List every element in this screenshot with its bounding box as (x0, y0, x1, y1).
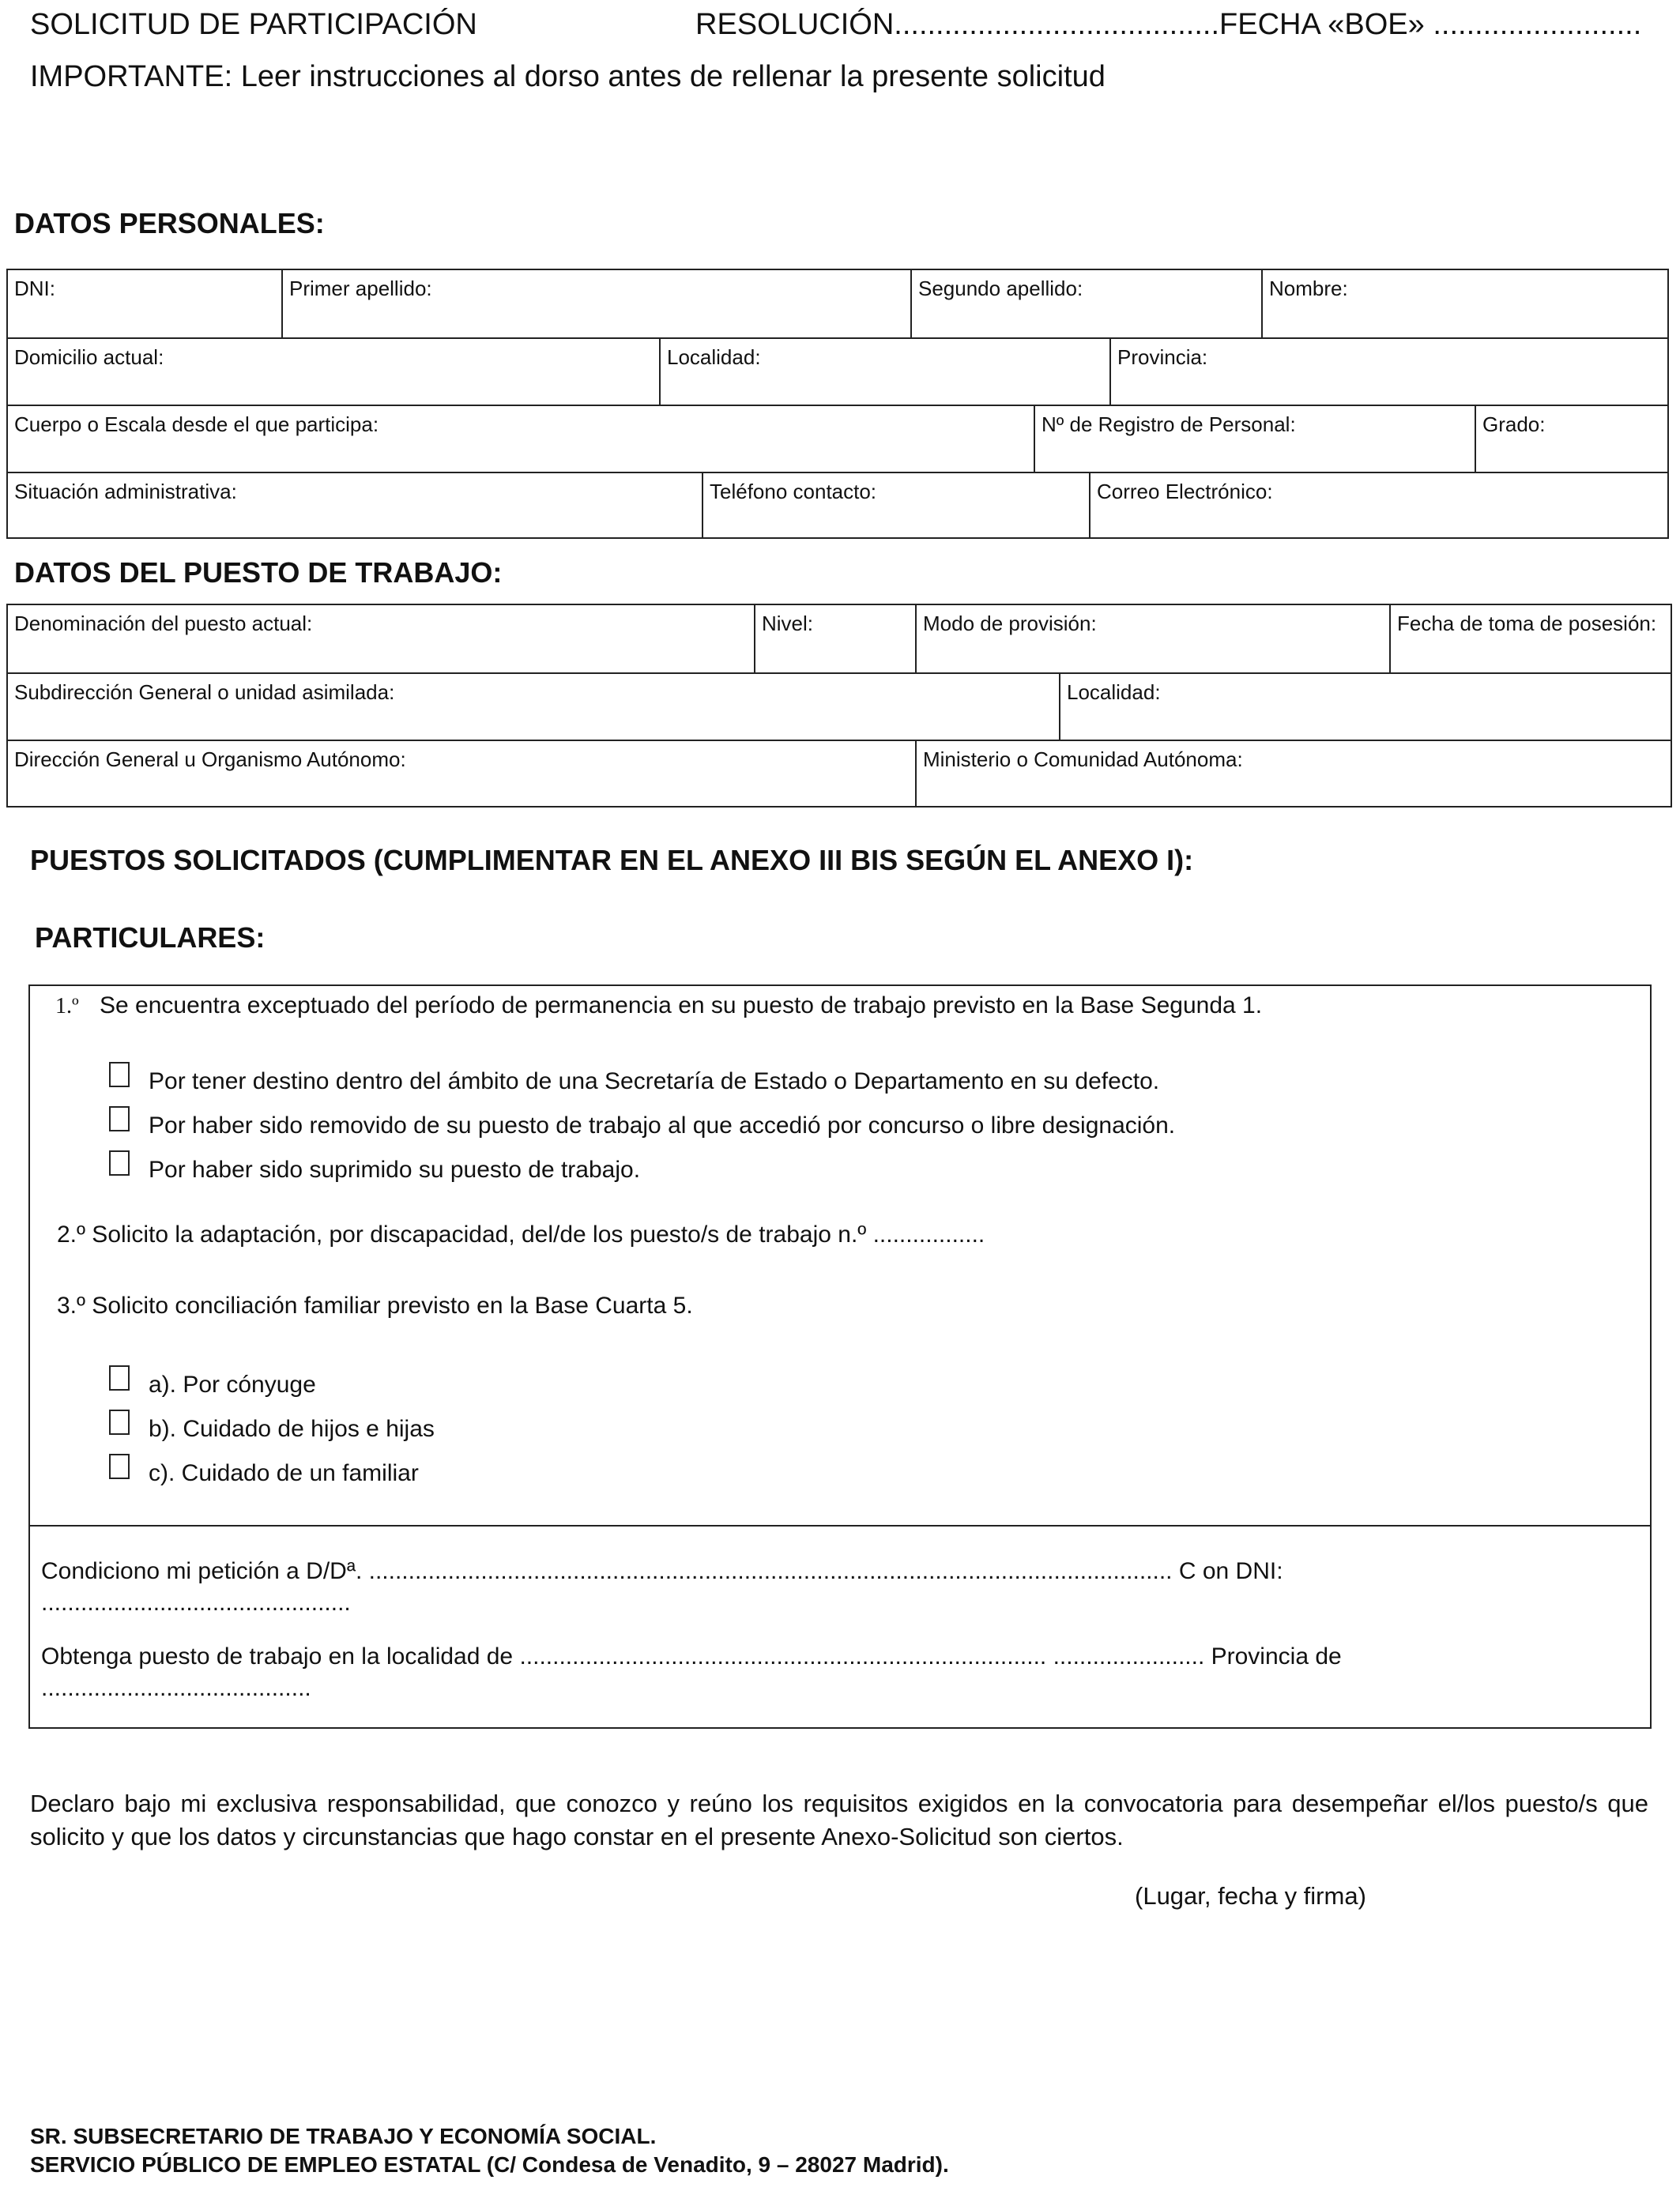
nivel-field[interactable] (754, 605, 915, 673)
puesto-localidad-field[interactable] (1059, 674, 1671, 740)
firma-label: (Lugar, fecha y firma) (1135, 1882, 1366, 1910)
item3-text: 3.º Solicito conciliación familiar previsto en la Base Cuarta 5. (57, 1293, 693, 1319)
item1-text: Se encuentra exceptuado del período de permanencia en su puesto de trabajo previsto en la Base Segunda 1. (100, 992, 1263, 1018)
personal-data-table (6, 269, 1669, 539)
dni-label: DNI: (14, 277, 55, 300)
puesto-row-1 (8, 605, 1671, 673)
direccion-label: Dirección General u Organismo Autónomo: (14, 747, 406, 771)
telefono-label: Teléfono contacto: (710, 480, 877, 503)
personal-row-4 (8, 472, 1667, 537)
item2-text: 2.º Solicito la adaptación, por discapacidad, del/de los puesto/s de trabajo n.º ................. (57, 1222, 985, 1248)
denominacion-field[interactable] (8, 605, 754, 673)
option-suprimido-label: Por haber sido suprimido su puesto de trabajo. (149, 1157, 641, 1183)
grado-field[interactable] (1475, 406, 1667, 472)
obtenga-line-2[interactable]: ......................................... (41, 1675, 311, 1701)
correo-field[interactable] (1089, 473, 1667, 537)
declaracion-text: Declaro bajo mi exclusiva responsabilidad, que conozco y reúno los requisitos exigidos en la convocatoria para desempeñar el/los puesto/s que solicito y que los datos y circunstancias que hago constar en el presente Anexo-Solicitud son ciertos. (30, 1790, 1648, 1850)
obtenga-line-1[interactable]: Obtenga puesto de trabajo en la localidad de ................................................................................ ....................... Provincia de (41, 1643, 1342, 1670)
form-title: SOLICITUD DE PARTICIPACIÓN (30, 8, 477, 41)
modo-provision-field[interactable] (915, 605, 1389, 673)
correo-label: Correo Electrónico: (1097, 480, 1273, 503)
cuerpo-field[interactable] (8, 406, 1034, 472)
condiciono-line-2[interactable]: ............................................... (41, 1590, 351, 1616)
registro-field[interactable] (1034, 406, 1475, 472)
primer-apellido-label: Primer apellido: (289, 277, 432, 300)
personal-row-2 (8, 337, 1667, 405)
fecha-posesion-field[interactable] (1389, 605, 1671, 673)
resolution-line: RESOLUCIÓN.......................................FECHA «BOE» ......................... (695, 8, 1642, 41)
localidad-label: Localidad: (667, 345, 761, 369)
option-suprimido-checkbox[interactable] (109, 1150, 130, 1176)
puesto-heading: DATOS DEL PUESTO DE TRABAJO: (14, 556, 503, 589)
segundo-apellido-field[interactable] (910, 270, 1261, 338)
situacion-field[interactable] (8, 473, 702, 537)
option-hijos-label: b). Cuidado de hijos e hijas (149, 1416, 435, 1442)
provincia-field[interactable] (1109, 339, 1667, 405)
nombre-field[interactable] (1261, 270, 1667, 338)
ministerio-field[interactable] (915, 741, 1671, 806)
telefono-field[interactable] (702, 473, 1089, 537)
subdireccion-label: Subdirección General o unidad asimilada: (14, 680, 395, 704)
situacion-label: Situación administrativa: (14, 480, 237, 503)
option-hijos-checkbox[interactable] (109, 1410, 130, 1435)
grado-label: Grado: (1482, 412, 1546, 436)
option-conyuge-label: a). Por cónyuge (149, 1372, 316, 1398)
option-removido-checkbox[interactable] (109, 1106, 130, 1131)
cuerpo-label: Cuerpo o Escala desde el que participa: (14, 412, 379, 436)
primer-apellido-field[interactable] (281, 270, 910, 338)
footer-line-2: SERVICIO PÚBLICO DE EMPLEO ESTATAL (C/ Condesa de Venadito, 9 – 28027 Madrid). (30, 2152, 949, 2177)
particulares-box (28, 984, 1652, 1527)
personal-row-3 (8, 405, 1667, 472)
segundo-apellido-label: Segundo apellido: (918, 277, 1083, 300)
localidad-field[interactable] (659, 339, 1109, 405)
domicilio-label: Domicilio actual: (14, 345, 164, 369)
ministerio-label: Ministerio o Comunidad Autónoma: (923, 747, 1243, 771)
particulares-heading: PARTICULARES: (35, 921, 266, 954)
option-familiar-label: c). Cuidado de un familiar (149, 1460, 419, 1486)
nombre-label: Nombre: (1269, 277, 1348, 300)
option-secretaria-label: Por tener destino dentro del ámbito de una Secretaría de Estado o Departamento en su defecto. (149, 1068, 1160, 1094)
puesto-localidad-label: Localidad: (1067, 680, 1161, 704)
subdireccion-field[interactable] (8, 674, 1059, 740)
solicitados-heading: PUESTOS SOLICITADOS (CUMPLIMENTAR EN EL ANEXO III BIS SEGÚN EL ANEXO I): (30, 844, 1194, 876)
fecha-posesion-label: Fecha de toma de posesión: (1397, 612, 1657, 635)
nivel-label: Nivel: (762, 612, 814, 635)
condiciono-line-1[interactable]: Condiciono mi petición a D/Dª. .......................................................................................................................... C on DNI: (41, 1558, 1283, 1584)
option-removido-label: Por haber sido removido de su puesto de trabajo al que accedió por concurso o libre designación. (149, 1112, 1176, 1139)
option-secretaria-checkbox[interactable] (109, 1062, 130, 1087)
puesto-row-3 (8, 740, 1671, 806)
option-familiar-checkbox[interactable] (109, 1454, 130, 1479)
dni-field[interactable] (8, 270, 281, 338)
puesto-row-2 (8, 672, 1671, 740)
personal-heading: DATOS PERSONALES: (14, 207, 325, 239)
item1-number: 1.º (55, 994, 79, 1018)
option-conyuge-checkbox[interactable] (109, 1365, 130, 1391)
registro-label: Nº de Registro de Personal: (1042, 412, 1296, 436)
important-note: IMPORTANTE: Leer instrucciones al dorso antes de rellenar la presente solicitud (30, 60, 1106, 93)
personal-row-1 (8, 270, 1667, 338)
direccion-field[interactable] (8, 741, 915, 806)
denominacion-label: Denominación del puesto actual: (14, 612, 313, 635)
modo-provision-label: Modo de provisión: (923, 612, 1097, 635)
provincia-label: Provincia: (1117, 345, 1208, 369)
condiciones-box (28, 1525, 1652, 1729)
puesto-data-table (6, 604, 1672, 808)
footer-line-1: SR. SUBSECRETARIO DE TRABAJO Y ECONOMÍA SOCIAL. (30, 2124, 657, 2148)
domicilio-field[interactable] (8, 339, 659, 405)
